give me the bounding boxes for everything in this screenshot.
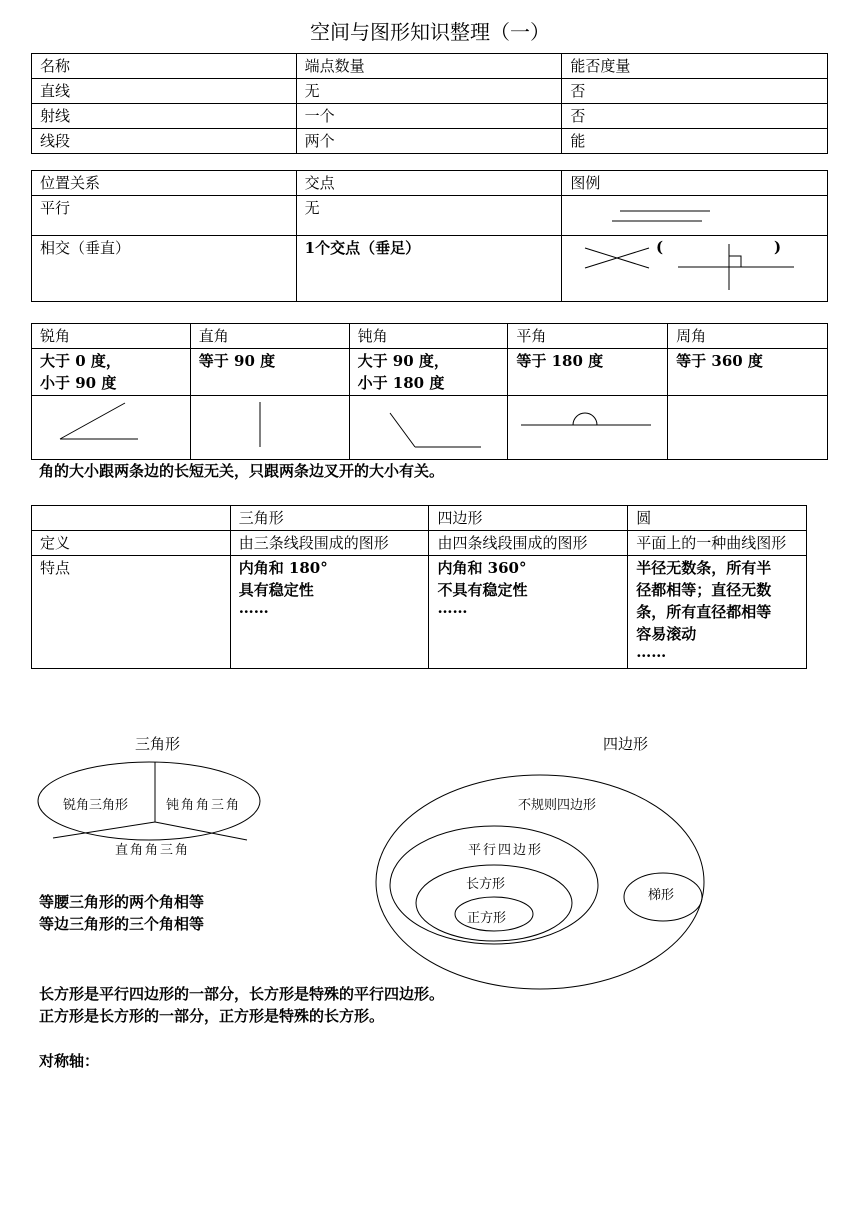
symmetry-axis-label: 对称轴： (39, 1052, 100, 1070)
table-cell: 无 (296, 196, 562, 236)
table-cell: 否 (562, 104, 828, 129)
intersecting-lines-figure (585, 248, 649, 268)
cell-line: 等于 90 度 (198, 352, 276, 370)
cell-line: 大于 0 度， (40, 352, 121, 370)
header-cell: 平角 (508, 324, 668, 349)
straight-angle-figure (521, 413, 651, 425)
table-cell: 否 (562, 79, 828, 104)
right-triangle-label: 直角角三角 (115, 843, 191, 858)
table-cell: 无 (296, 79, 562, 104)
cell-line: 大于 90 度， (357, 352, 449, 370)
cell-line: 内角和 360° (437, 559, 527, 577)
table-cell: 两个 (296, 129, 562, 154)
table-cell: 射线 (32, 104, 297, 129)
cell-line: 具有稳定性 (238, 581, 314, 599)
cell-line: 等于 180 度 (516, 352, 604, 370)
rectangle-label: 长方形 (466, 877, 506, 892)
header-cell: 交点 (296, 171, 562, 196)
header-cell: 直角 (190, 324, 349, 349)
table-cell: 能 (562, 129, 828, 154)
angle-note: 角的大小跟两条边的长短无关，只跟两条边叉开的大小有关。 (39, 462, 445, 480)
table-cell: 线段 (32, 129, 297, 154)
square-label: 正方形 (467, 911, 507, 926)
irregular-quad-label: 不规则四边形 (518, 798, 597, 813)
table-cell: 由三条线段围成的图形 (230, 531, 429, 556)
cell-line: …… (636, 643, 667, 661)
acute-angle-figure (60, 403, 138, 439)
paren-close: ) (774, 238, 782, 256)
cell-line: 不具有稳定性 (437, 581, 528, 599)
table-cell: 相交（垂直） (32, 236, 297, 302)
header-cell: 能否度量 (562, 54, 828, 79)
cell-line: …… (238, 599, 269, 617)
header-cell: 钝角 (349, 324, 508, 349)
header-cell: 图例 (562, 171, 828, 196)
cell-line: 小于 90 度 (40, 374, 117, 392)
row-label: 定义 (32, 531, 231, 556)
table-cell: 平面上的一种曲线图形 (628, 531, 807, 556)
header-cell: 名称 (32, 54, 297, 79)
cell-line: 径都相等；直径无数 (636, 581, 772, 599)
table-cell: 1个交点（垂足） (296, 236, 562, 302)
cell-line: 小于 180 度 (357, 374, 445, 392)
cell-line: 半径无数条，所有半 (636, 559, 772, 577)
header-cell: 位置关系 (32, 171, 297, 196)
rectangle-note: 长方形是平行四边形的一部分，长方形是特殊的平行四边形。 (39, 985, 445, 1003)
table-cell: 直线 (32, 79, 297, 104)
trapezoid-label: 梯形 (648, 888, 675, 903)
obtuse-angle-figure (390, 413, 481, 447)
obtuse-triangle-label: 钝角角三角 (166, 798, 242, 813)
header-cell: 圆 (628, 506, 807, 531)
header-cell: 周角 (668, 324, 828, 349)
cell-line: 内角和 180° (238, 559, 328, 577)
cell-line: …… (437, 599, 468, 617)
table-cell: 一个 (296, 104, 562, 129)
header-cell: 端点数量 (296, 54, 562, 79)
acute-triangle-label: 锐角三角形 (63, 798, 129, 813)
header-cell: 四边形 (429, 506, 628, 531)
equilateral-note: 等边三角形的三个角相等 (39, 915, 205, 933)
row-label: 特点 (32, 556, 231, 669)
isosceles-note: 等腰三角形的两个角相等 (39, 893, 205, 911)
parallel-lines-figure (612, 211, 710, 221)
parallelogram-label: 平行四边形 (468, 843, 544, 858)
table-cell: 平行 (32, 196, 297, 236)
page-title: 空间与图形知识整理（一） (310, 20, 550, 44)
table-cell: 由四条线段围成的图形 (429, 531, 628, 556)
triangle-diagram-title: 三角形 (135, 735, 181, 753)
header-cell: 锐角 (32, 324, 191, 349)
header-cell: 三角形 (230, 506, 429, 531)
cell-line: 容易滚动 (636, 625, 697, 643)
cell-line: 等于 360 度 (676, 352, 763, 370)
cell-line: 条，所有直径都相等 (636, 603, 772, 621)
quad-diagram-title: 四边形 (603, 735, 649, 753)
paren-open: ( (656, 238, 664, 256)
square-note: 正方形是长方形的一部分，正方形是特殊的长方形。 (39, 1007, 385, 1025)
